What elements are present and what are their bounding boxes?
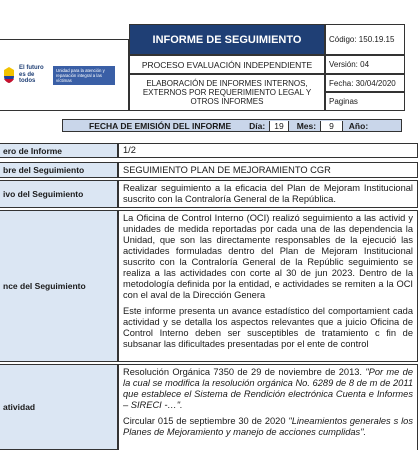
- normativity-p1-italic: "Por me de la cual se modifica la resolución orgánica No. 6289 de 8 de m de 2011 que establece el Sistema de Rendición electrónica Cuenta e Informes – SIRECI -…".: [123, 367, 413, 410]
- pages-text: Paginas: [329, 97, 358, 106]
- year-label: Año:: [348, 120, 369, 131]
- report-title-text: INFORME DE SEGUIMIENTO: [152, 33, 302, 46]
- logo-cell: [0, 39, 129, 111]
- month-value: 9: [320, 121, 343, 131]
- scope-paragraph-2: Este informe presenta un avance estadístico del comportamient cada actividad y se detalla los aspectos relevantes que a juicio Oficina de Control Interno deben ser susceptibles de tratamiento c fin de subsanar las dificultades presentadas por el ente de control: [123, 306, 413, 349]
- day-value: 19: [269, 121, 288, 131]
- pages-cell: [325, 92, 405, 111]
- scope-value: [118, 210, 418, 362]
- scope-label: [0, 210, 118, 362]
- process-text: PROCESO EVALUACIÓN INDEPENDIENTE: [141, 59, 313, 70]
- day-label: Día:: [249, 120, 266, 131]
- date-text: Fecha: 30/04/2020: [329, 78, 396, 88]
- scope-paragraph-1: La Oficina de Control Interno (OCI) realizó seguimiento a las activid y unidades de medida reportadas por cada una de las dependencia la Unidad, que son las directamente responsables de la ejecució las actividades formuladas dentro del Plan de Mejoram Institucional suscrito con la Contraloría General de la Repúblic seguimiento se realiza a las actividades con corte al 30 de jun 2023. Dentro de la metodología definida por la entidad, e actividades se remiten a la OCI con el aval de la Dirección Genera: [123, 213, 413, 300]
- name-value: [118, 162, 418, 178]
- procedure-text: ELABORACIÓN DE INFORMES INTERNOS, EXTERNOS POR REQUERIMIENTO LEGAL Y OTROS INFORMES: [142, 79, 312, 106]
- process-cell: [129, 55, 325, 74]
- date-cell: [325, 74, 405, 92]
- normativity-paragraph-2: [123, 416, 413, 438]
- version-text: Versión: 04: [329, 60, 370, 69]
- name-label-text: bre del Seguimiento: [3, 165, 85, 175]
- number-label: [0, 143, 118, 158]
- logo-text-left: El futuro es de todos: [19, 65, 44, 85]
- normativity-p2-plain: Circular 015 de septiembre 30 de 2020: [123, 416, 289, 426]
- colombia-seal-icon: [3, 67, 15, 83]
- objective-label: [0, 180, 118, 208]
- name-value-text: SEGUIMIENTO PLAN DE MEJORAMIENTO CGR: [123, 165, 331, 175]
- objective-value: [118, 180, 418, 208]
- report-title: [129, 24, 325, 55]
- normativity-value: [118, 364, 418, 450]
- emission-label: FECHA DE EMISIÓN DEL INFORME: [89, 120, 232, 131]
- normativity-p1-plain: Resolución Orgánica 7350 de 29 de noviembre de 2013.: [123, 367, 366, 377]
- objective-label-text: ivo del Seguimiento: [3, 189, 84, 199]
- number-label-text: ero de Informe: [3, 145, 63, 156]
- code-cell: [325, 24, 405, 55]
- objective-value-text: Realizar seguimiento a la eficacia del Plan de Mejoram Institucional suscrito con la Contraloría General de la República.: [123, 183, 413, 204]
- version-cell: [325, 55, 405, 74]
- normativity-label: [0, 364, 118, 450]
- logo-text-right: Unidad para la atención y reparación integral a las víctimas: [53, 66, 115, 85]
- month-label: Mes:: [296, 120, 317, 131]
- name-label: [0, 162, 118, 178]
- emission-row: [62, 119, 402, 132]
- code-text: Código: 150.19.15: [329, 35, 395, 44]
- procedure-cell: [129, 74, 325, 111]
- normativity-paragraph-1: [123, 367, 413, 411]
- number-value: [118, 143, 418, 158]
- number-value-text: 1/2: [123, 145, 136, 155]
- normativity-label-text: atividad: [3, 402, 36, 412]
- normativity-p2-italic: "Lineamientos generales s los Planes de Mejoramiento y manejo de acciones cumplidas".: [123, 416, 413, 437]
- scope-label-text: nce del Seguimiento: [3, 281, 86, 291]
